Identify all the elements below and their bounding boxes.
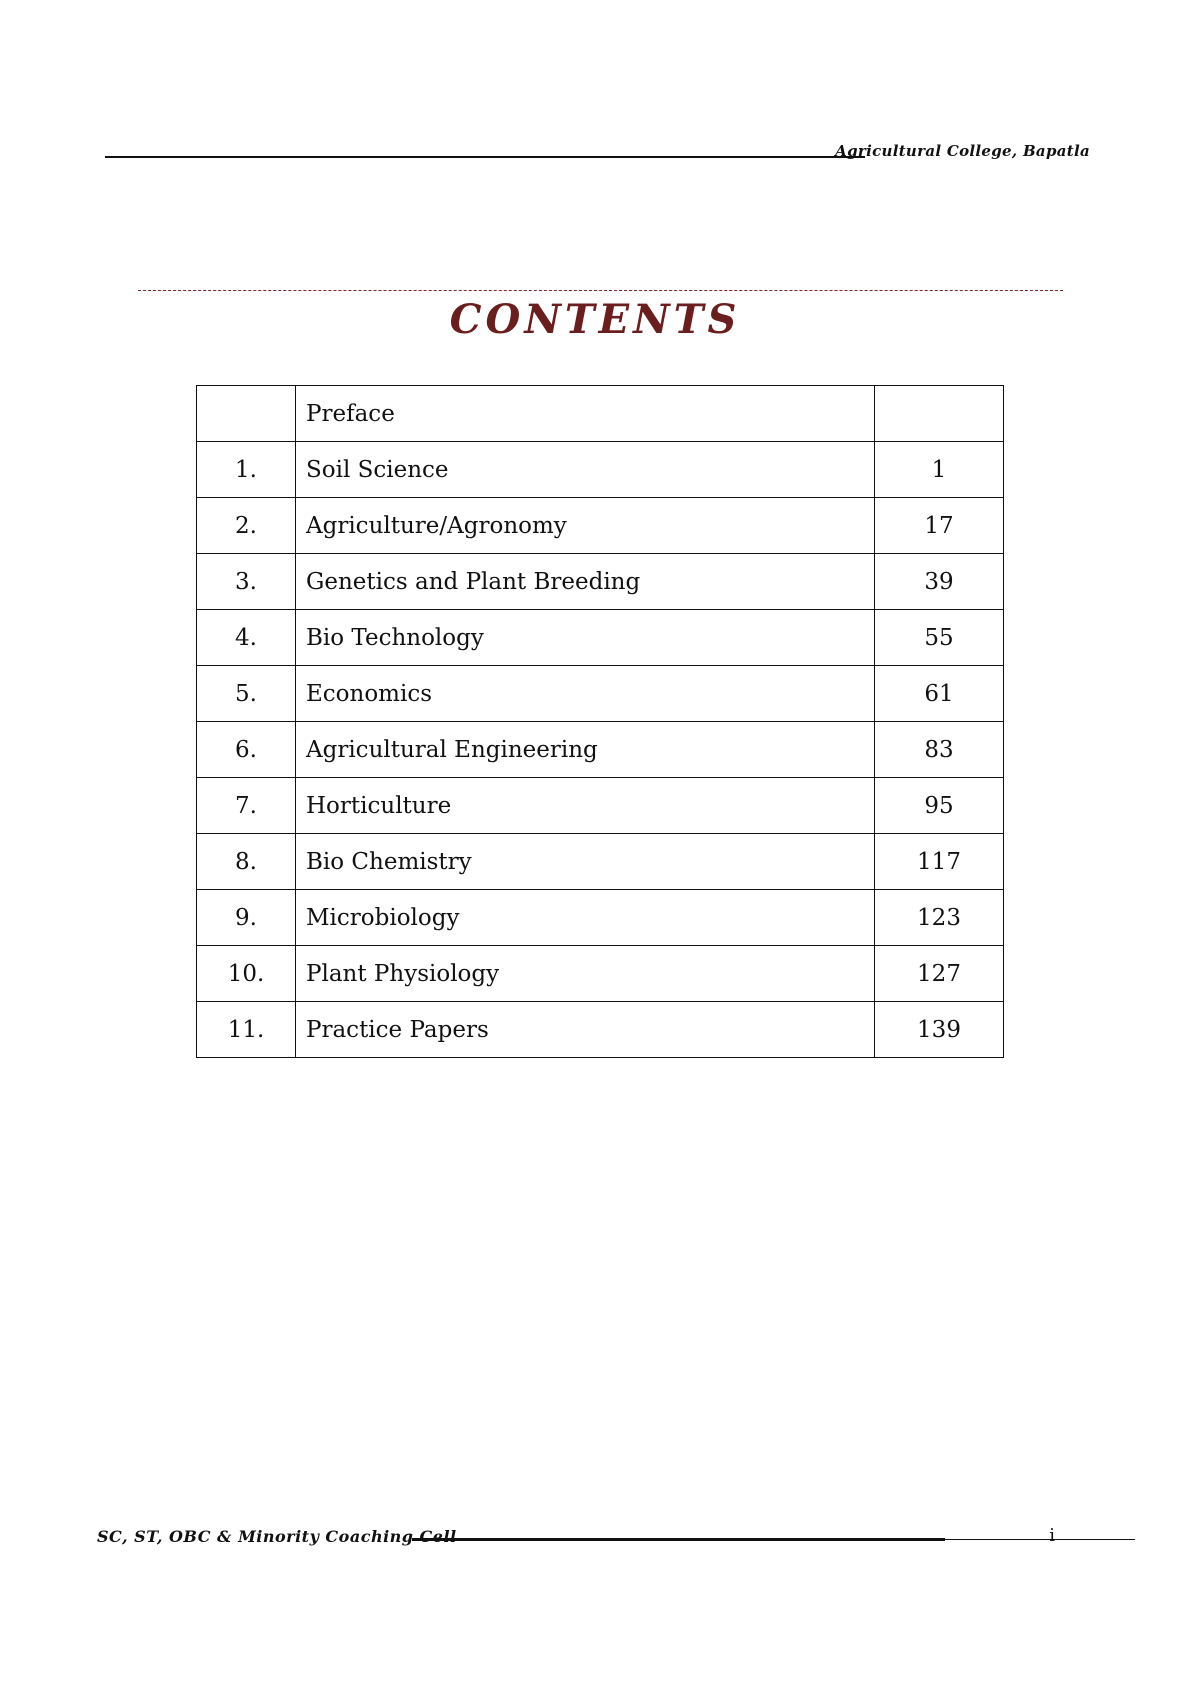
row-title: Plant Physiology	[296, 946, 875, 1002]
table-row	[197, 1002, 1004, 1058]
footer-rule-thin	[945, 1539, 1135, 1540]
row-number: 2.	[197, 498, 296, 554]
row-page: 55	[875, 610, 1004, 666]
row-title: Soil Science	[296, 442, 875, 498]
row-page: 39	[875, 554, 1004, 610]
row-number: 4.	[197, 610, 296, 666]
page-footer	[97, 1525, 1055, 1555]
row-page: 127	[875, 946, 1004, 1002]
table-row	[197, 890, 1004, 946]
row-title: Agriculture/Agronomy	[296, 498, 875, 554]
row-page: 95	[875, 778, 1004, 834]
table-row	[197, 722, 1004, 778]
table-row	[197, 498, 1004, 554]
row-page: 139	[875, 1002, 1004, 1058]
table-row	[197, 834, 1004, 890]
footer-rule-thick	[412, 1538, 945, 1541]
row-number: 8.	[197, 834, 296, 890]
row-page: 123	[875, 890, 1004, 946]
table-row	[197, 554, 1004, 610]
row-title: Microbiology	[296, 890, 875, 946]
table-row	[197, 666, 1004, 722]
row-page: 17	[875, 498, 1004, 554]
header-institution: Agricultural College, Bapatla	[835, 142, 1090, 160]
row-title: Genetics and Plant Breeding	[296, 554, 875, 610]
row-number: 6.	[197, 722, 296, 778]
row-title: Practice Papers	[296, 1002, 875, 1058]
row-number	[197, 386, 296, 442]
row-number: 3.	[197, 554, 296, 610]
page-title: CONTENTS	[449, 296, 741, 343]
row-number: 7.	[197, 778, 296, 834]
title-separator	[138, 290, 1063, 291]
row-title: Economics	[296, 666, 875, 722]
table-row	[197, 946, 1004, 1002]
header-rule	[105, 156, 865, 158]
page-number: i	[1049, 1525, 1055, 1546]
table-row	[197, 610, 1004, 666]
row-page	[875, 386, 1004, 442]
row-page: 117	[875, 834, 1004, 890]
table-row	[197, 778, 1004, 834]
row-title: Horticulture	[296, 778, 875, 834]
row-page: 83	[875, 722, 1004, 778]
contents-table-body	[197, 386, 1004, 1058]
row-page: 61	[875, 666, 1004, 722]
row-number: 5.	[197, 666, 296, 722]
footer-cell-name: SC, ST, OBC & Minority Coaching Cell	[97, 1527, 457, 1546]
row-number: 11.	[197, 1002, 296, 1058]
table-row	[197, 442, 1004, 498]
table-row	[197, 386, 1004, 442]
page-header	[105, 140, 1090, 170]
row-number: 9.	[197, 890, 296, 946]
row-number: 1.	[197, 442, 296, 498]
row-title: Bio Chemistry	[296, 834, 875, 890]
contents-table	[196, 385, 1004, 1058]
row-page: 1	[875, 442, 1004, 498]
row-title: Preface	[296, 386, 875, 442]
row-title: Bio Technology	[296, 610, 875, 666]
row-title: Agricultural Engineering	[296, 722, 875, 778]
row-number: 10.	[197, 946, 296, 1002]
